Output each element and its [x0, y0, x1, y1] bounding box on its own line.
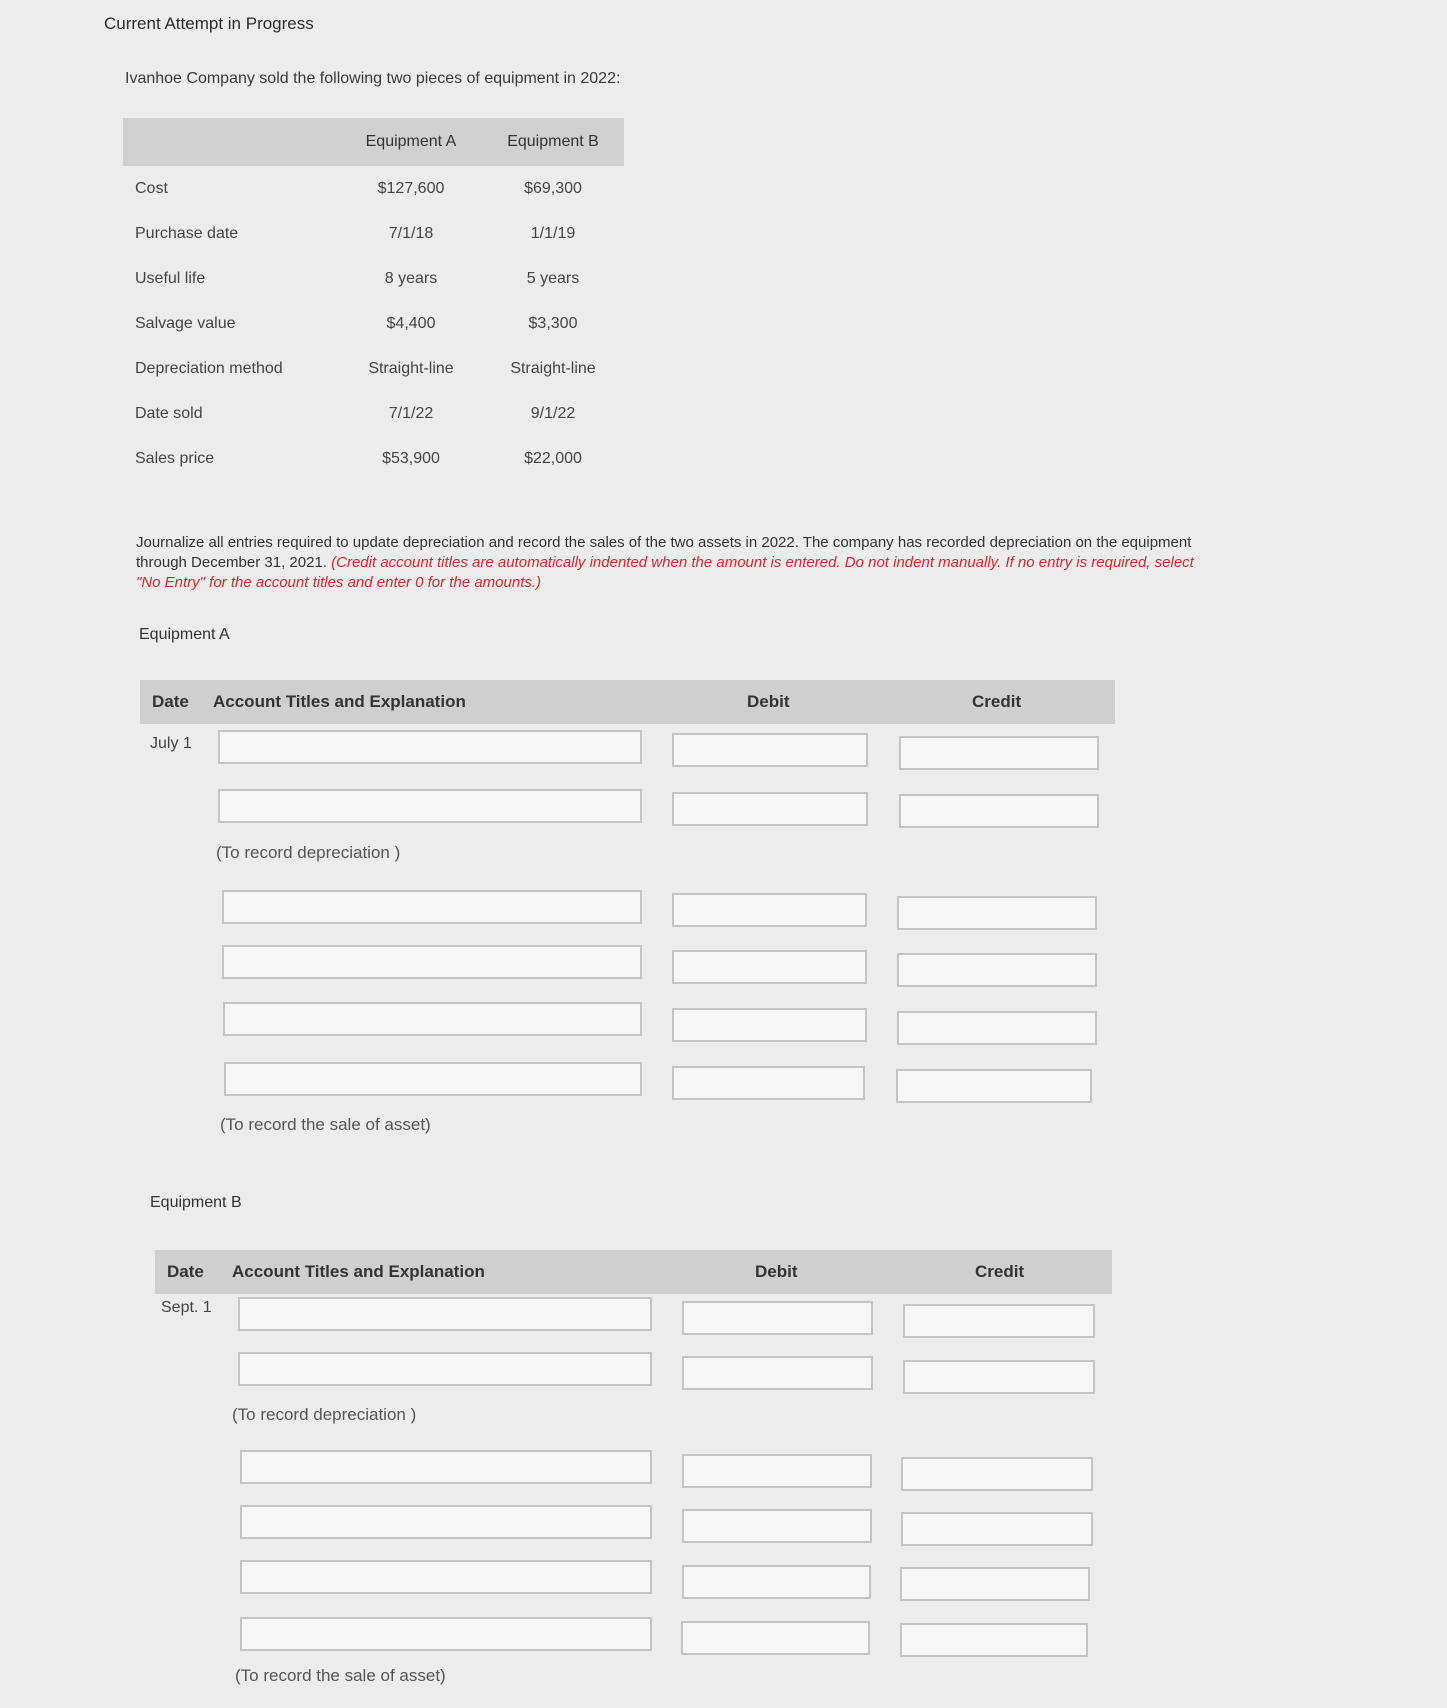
account-title-input[interactable]	[240, 1505, 652, 1539]
credit-input[interactable]	[896, 1069, 1092, 1103]
table-row	[123, 436, 624, 481]
header-debit: Debit	[747, 692, 790, 711]
debit-input[interactable]	[682, 1509, 872, 1543]
cell-equipment-a: 7/1/22	[388, 404, 434, 422]
credit-input[interactable]	[899, 794, 1099, 828]
entry-date-a: July 1	[150, 735, 192, 752]
equipment-info-table	[123, 118, 624, 481]
credit-input[interactable]	[897, 953, 1097, 987]
cell-equipment-b: Straight-line	[510, 359, 596, 377]
header-credit: Credit	[975, 1262, 1025, 1281]
account-title-input[interactable]	[240, 1560, 652, 1594]
credit-input[interactable]	[903, 1360, 1095, 1394]
journal-header-equipment-a	[140, 680, 1115, 724]
debit-input[interactable]	[672, 792, 868, 826]
account-title-input[interactable]	[218, 730, 642, 764]
cell-equipment-a: $53,900	[382, 449, 440, 467]
debit-input[interactable]	[682, 1301, 873, 1335]
header-date: Date	[167, 1262, 204, 1281]
note-record-depreciation-a: (To record depreciation )	[216, 843, 401, 862]
account-title-input[interactable]	[238, 1297, 652, 1331]
credit-input[interactable]	[897, 1011, 1097, 1045]
row-label: Date sold	[135, 404, 203, 422]
column-header-equipment-a: Equipment A	[340, 118, 482, 166]
row-label: Cost	[135, 179, 168, 197]
section-title-equipment-b: Equipment B	[150, 1194, 242, 1211]
row-label: Purchase date	[135, 224, 239, 242]
table-header-row	[123, 118, 624, 166]
cell-equipment-b: $69,300	[524, 179, 582, 197]
credit-input[interactable]	[897, 896, 1097, 930]
credit-input[interactable]	[903, 1304, 1095, 1338]
credit-input[interactable]	[900, 1567, 1090, 1601]
cell-equipment-a: $4,400	[386, 314, 436, 332]
note-record-sale-a: (To record the sale of asset)	[220, 1115, 431, 1134]
table-row	[123, 166, 624, 211]
cell-equipment-b: $3,300	[528, 314, 578, 332]
cell-equipment-b: 1/1/19	[530, 224, 576, 242]
debit-input[interactable]	[681, 1621, 870, 1655]
credit-input[interactable]	[901, 1457, 1093, 1491]
cell-equipment-a: 7/1/18	[388, 224, 434, 242]
journal-header-equipment-b	[155, 1250, 1112, 1294]
account-title-input[interactable]	[240, 1450, 652, 1484]
debit-input[interactable]	[672, 893, 867, 927]
table-row	[123, 346, 624, 391]
entry-date-b: Sept. 1	[161, 1299, 212, 1316]
credit-input[interactable]	[901, 1512, 1093, 1546]
cell-equipment-b: 5 years	[526, 269, 580, 287]
column-header-equipment-b: Equipment B	[482, 118, 624, 166]
account-title-input[interactable]	[222, 945, 642, 979]
debit-input[interactable]	[672, 1008, 867, 1042]
debit-input[interactable]	[682, 1356, 873, 1390]
debit-input[interactable]	[672, 950, 867, 984]
account-title-input[interactable]	[222, 890, 642, 924]
attempt-status: Current Attempt in Progress	[104, 14, 314, 33]
table-row	[123, 211, 624, 256]
account-title-input[interactable]	[238, 1352, 652, 1386]
debit-input[interactable]	[672, 1066, 865, 1100]
instructions-note: (Credit account titles are automatically indented when the amount is entered. Do not indent manually. If no entry is required, select "No Entry" for the account titles and enter 0 for the amounts.)	[136, 554, 1194, 591]
instructions-text: Journalize all entries required to update depreciation and record the sales of the two assets in 2022. The company has recorded depreciation on the equipment through December 31, 2021.	[136, 534, 1192, 571]
row-label: Sales price	[135, 449, 215, 467]
cell-equipment-b: 9/1/22	[530, 404, 576, 422]
credit-input[interactable]	[899, 736, 1099, 770]
header-date: Date	[152, 692, 189, 711]
row-label: Salvage value	[135, 314, 236, 332]
account-title-input[interactable]	[224, 1062, 642, 1096]
table-row	[123, 256, 624, 301]
blank-header-cell	[123, 118, 340, 166]
debit-input[interactable]	[682, 1565, 871, 1599]
account-title-input[interactable]	[223, 1002, 642, 1036]
debit-input[interactable]	[672, 733, 868, 767]
row-label: Depreciation method	[135, 359, 283, 377]
note-record-depreciation-b: (To record depreciation )	[232, 1405, 417, 1424]
instructions	[136, 533, 1196, 593]
cell-equipment-a: $127,600	[377, 179, 445, 197]
table-row	[123, 301, 624, 346]
account-title-input[interactable]	[218, 789, 642, 823]
debit-input[interactable]	[682, 1454, 872, 1488]
cell-equipment-a: 8 years	[384, 269, 438, 287]
note-record-sale-b: (To record the sale of asset)	[235, 1666, 446, 1685]
header-account-titles: Account Titles and Explanation	[213, 692, 466, 711]
account-title-input[interactable]	[240, 1617, 652, 1651]
problem-intro: Ivanhoe Company sold the following two pieces of equipment in 2022:	[125, 70, 621, 87]
cell-equipment-a: Straight-line	[368, 359, 454, 377]
header-account-titles: Account Titles and Explanation	[232, 1262, 485, 1281]
header-credit: Credit	[972, 692, 1022, 711]
header-debit: Debit	[755, 1262, 798, 1281]
row-label: Useful life	[135, 269, 206, 287]
table-row	[123, 391, 624, 436]
section-title-equipment-a: Equipment A	[139, 626, 230, 643]
credit-input[interactable]	[900, 1623, 1088, 1657]
cell-equipment-b: $22,000	[524, 449, 582, 467]
